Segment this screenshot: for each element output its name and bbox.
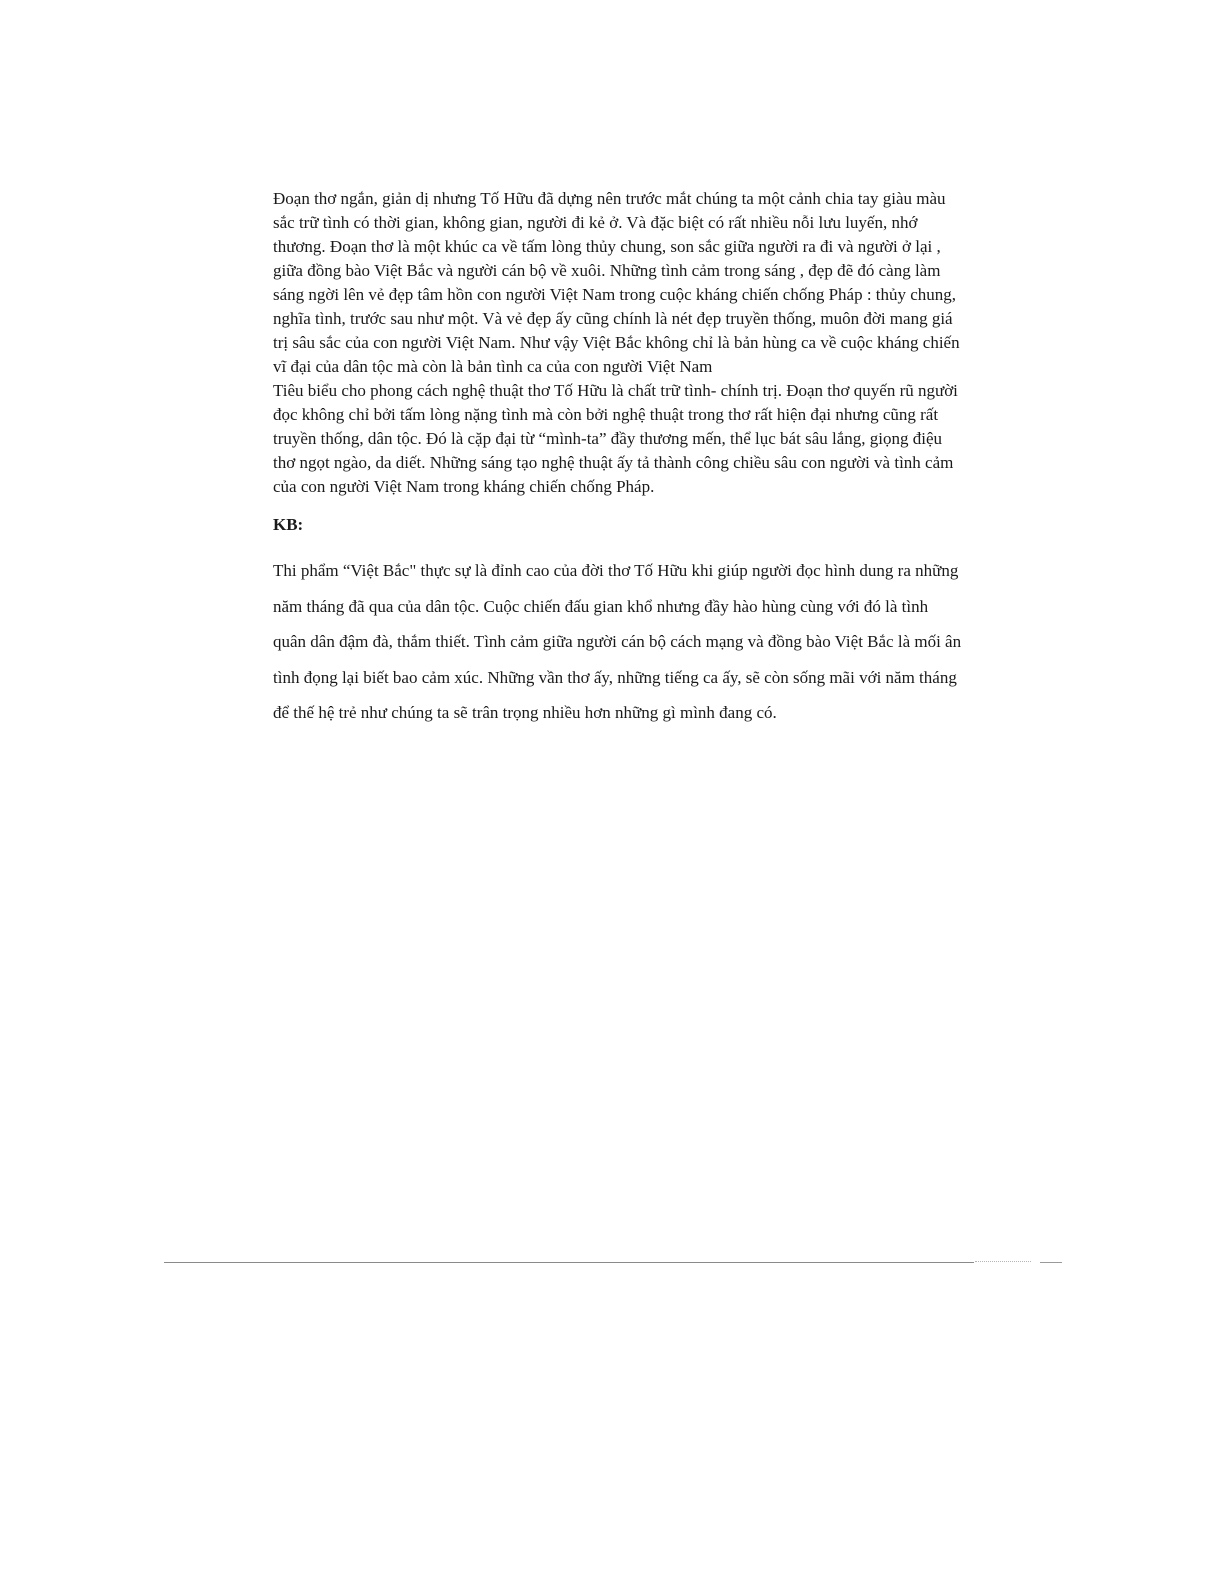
footer-faded-mark (975, 1261, 1031, 1262)
page-content (273, 187, 963, 731)
footer-short-rule (1040, 1262, 1062, 1263)
paragraph-art-style: Tiêu biểu cho phong cách nghệ thuật thơ Tố Hữu là chất trữ tình- chính trị. Đoạn thơ quyến rũ người đọc không chỉ bởi tấm lòng nặng tình mà còn bởi nghệ thuật trong thơ rất hiện đại nhưng cũng rất truyền thống, dân tộc. Đó là cặp đại từ “mình-ta” đầy thương mến, thể lục bát sâu lắng, giọng điệu thơ ngọt ngào, da diết. Những sáng tạo nghệ thuật ấy tả thành công chiều sâu con người và tình cảm của con người Việt Nam trong kháng chiến chống Pháp. (273, 381, 958, 496)
paragraph-conclusion-content: Đoạn thơ ngắn, giản dị nhưng Tố Hữu đã dựng nên trước mắt chúng ta một cảnh chia tay giàu màu sắc trữ tình có thời gian, không gian, người đi kẻ ở. Và đặc biệt có rất nhiều nỗi lưu luyến, nhớ thương. Đoạn thơ là một khúc ca về tấm lòng thủy chung, son sắc giữa người ra đi và người ở lại , giữa đồng bào Việt Bắc và người cán bộ về xuôi. Những tình cảm trong sáng , đẹp đẽ đó càng làm sáng ngời lên vẻ đẹp tâm hồn con người Việt Nam trong cuộc kháng chiến chống Pháp : thủy chung, nghĩa tình, trước sau như một. Và vẻ đẹp ấy cũng chính là nét đẹp truyền thống, muôn đời mang giá trị sâu sắc của con người Việt Nam. Như vậy Việt Bắc không chỉ là bản hùng ca về cuộc kháng chiến vĩ đại của dân tộc mà còn là bản tình ca của con người Việt Nam (273, 189, 960, 376)
paragraph-ending: Thi phẩm “Việt Bắc" thực sự là đỉnh cao của đời thơ Tố Hữu khi giúp người đọc hình dung ra những năm tháng đã qua của dân tộc. Cuộc chiến đấu gian khổ nhưng đầy hào hùng cùng với đó là tình quân dân đậm đà, thắm thiết. Tình cảm giữa người cán bộ cách mạng và đồng bào Việt Bắc là mối ân tình đọng lại biết bao cảm xúc. Những vần thơ ấy, những tiếng ca ấy, sẽ còn sống mãi với năm tháng để thế hệ trẻ như chúng ta sẽ trân trọng nhiều hơn những gì mình đang có. (273, 561, 962, 722)
footer-divider (164, 1262, 974, 1263)
section-heading-kb: KB: (273, 515, 304, 534)
